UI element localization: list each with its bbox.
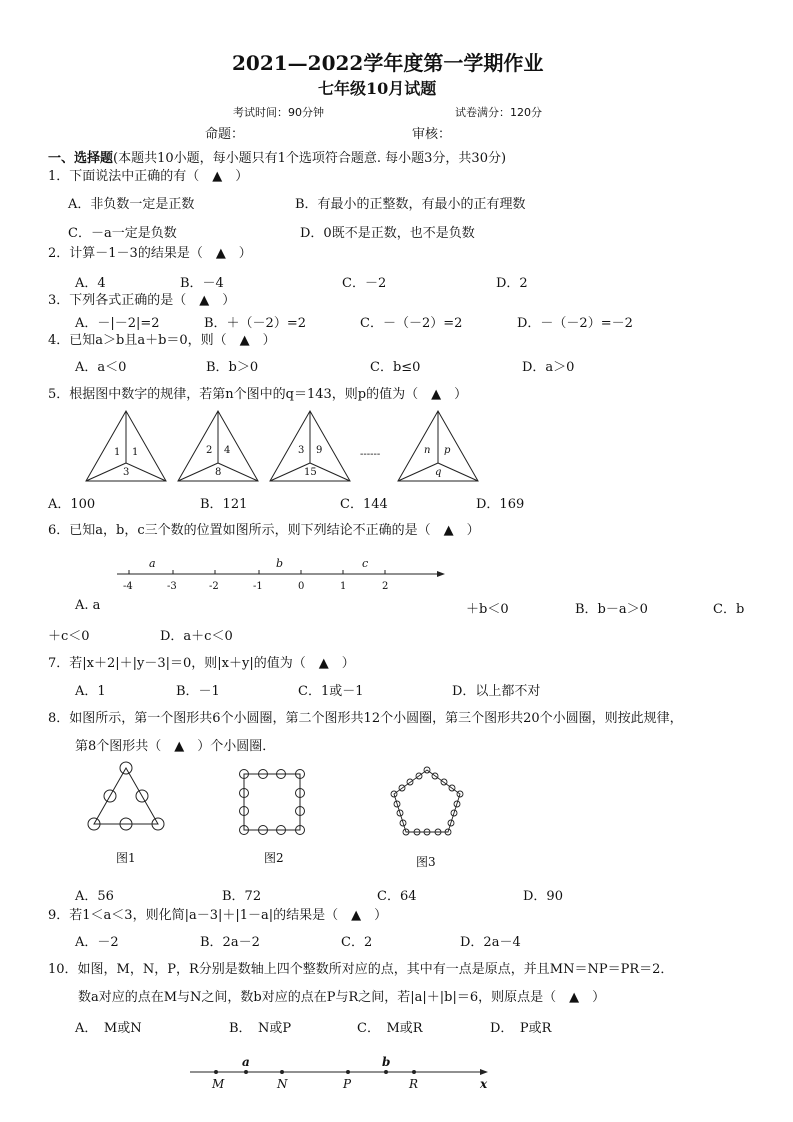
tick-label: -3 bbox=[167, 581, 177, 592]
triangle-3-right: 9 bbox=[316, 445, 323, 456]
question-4-option-d[interactable]: D．a＞0 bbox=[522, 360, 575, 375]
question-4-option-c[interactable]: C．b≤0 bbox=[370, 360, 421, 375]
triangle-pattern-figure bbox=[80, 405, 480, 487]
question-1-option-d[interactable]: D．0既不是正数，也不是负数 bbox=[300, 226, 475, 241]
question-1-stem: 1．下面说法中正确的有（ ▲ ） bbox=[48, 169, 249, 184]
question-9-option-c[interactable]: C．2 bbox=[341, 935, 373, 950]
triangle-2-right: 4 bbox=[224, 445, 231, 456]
section-desc: (本题共10小题，每小题只有1个选项符合题意. 每小题3分，共30分) bbox=[113, 151, 507, 166]
question-3-option-c[interactable]: C．－（－2）=2 bbox=[360, 316, 463, 331]
mark-a-label: a bbox=[242, 1055, 250, 1069]
question-8-option-c[interactable]: C．64 bbox=[377, 889, 417, 904]
page-subtitle: 七年级10月试题 bbox=[318, 79, 437, 98]
triangle-3 bbox=[270, 411, 350, 481]
figure-1-triangle bbox=[88, 762, 164, 830]
question-10-stem: 10．如图，M，N，P，R分别是数轴上四个整数所对应的点，其中有一点是原点，并且MN＝NP＝PR＝2． bbox=[48, 962, 674, 977]
question-9-option-d[interactable]: D．2a－4 bbox=[460, 935, 521, 950]
question-8-option-d[interactable]: D．90 bbox=[523, 889, 563, 904]
number-line-figure-q10 bbox=[186, 1052, 496, 1092]
question-1-option-b[interactable]: B．有最小的正整数，有最小的正有理数 bbox=[295, 197, 526, 212]
triangle-1-bottom: 3 bbox=[123, 467, 130, 478]
triangle-3-left: 3 bbox=[298, 445, 305, 456]
question-4-option-b[interactable]: B．b＞0 bbox=[206, 360, 259, 375]
mark-b-label: b bbox=[382, 1055, 391, 1069]
question-6-option-a-tail: ＋b＜0 bbox=[466, 602, 509, 617]
point-a-label: a bbox=[149, 557, 156, 570]
number-line-figure-q6 bbox=[115, 556, 450, 594]
question-6-stem: 6．已知a，b，c三个数的位置如图所示，则下列结论不正确的是（ ▲ ） bbox=[48, 523, 480, 538]
question-2-option-b[interactable]: B．－4 bbox=[180, 276, 224, 291]
question-10-option-b[interactable]: B． N或P bbox=[229, 1021, 292, 1036]
question-10-option-a[interactable]: A． M或N bbox=[75, 1021, 142, 1036]
circles-pattern-figure bbox=[80, 760, 480, 870]
question-3-option-a[interactable]: A．－|－2|=2 bbox=[75, 316, 160, 331]
point-c-label: c bbox=[362, 557, 369, 570]
question-5-option-c[interactable]: C．144 bbox=[340, 497, 388, 512]
tick-label: 2 bbox=[382, 581, 389, 592]
question-8-option-a[interactable]: A．56 bbox=[75, 889, 114, 904]
question-9-option-b[interactable]: B．2a－2 bbox=[200, 935, 260, 950]
author-label: 命题： bbox=[205, 127, 245, 142]
question-7-option-d[interactable]: D．以上都不对 bbox=[452, 684, 541, 699]
tick-label: 1 bbox=[340, 581, 347, 592]
question-1-option-a[interactable]: A．非负数一定是正数 bbox=[68, 197, 195, 212]
question-7-option-c[interactable]: C．1或－1 bbox=[298, 684, 364, 699]
triangle-1-right: 1 bbox=[132, 447, 139, 458]
triangle-1-left: 1 bbox=[114, 447, 121, 458]
figure-1-caption: 图1 bbox=[116, 851, 136, 865]
figure-3-caption: 图3 bbox=[416, 855, 436, 869]
point-n-label: N bbox=[277, 1077, 288, 1091]
triangle-3-bottom: 15 bbox=[304, 467, 317, 478]
triangle-2-left: 2 bbox=[206, 445, 213, 456]
question-7-option-b[interactable]: B．－1 bbox=[176, 684, 220, 699]
ellipsis-dashes: ------ bbox=[360, 449, 381, 460]
figure-3-pentagon bbox=[391, 767, 463, 835]
triangle-n bbox=[398, 411, 478, 481]
triangle-n-left: n bbox=[424, 445, 431, 456]
triangle-2-bottom: 8 bbox=[215, 467, 222, 478]
triangle-1 bbox=[86, 411, 166, 481]
question-8-stem: 8．如图所示，第一个图形共6个小圆圈，第二个图形共12个小圆圈，第三个图形共20个小圆圈，则按此规律， bbox=[48, 711, 683, 726]
question-6-option-a[interactable]: A. a bbox=[75, 598, 101, 613]
point-b-label: b bbox=[276, 557, 284, 570]
triangle-n-bottom: q bbox=[435, 467, 442, 478]
question-10-stem-cont: 数a对应的点在M与N之间，数b对应的点在P与R之间，若|a|＋|b|＝6，则原点是（ ▲ ） bbox=[78, 990, 606, 1005]
exam-time: 考试时间：90分钟 bbox=[233, 106, 324, 119]
tick-label: -1 bbox=[253, 581, 263, 592]
point-r-label: R bbox=[409, 1077, 419, 1091]
question-2-option-c[interactable]: C．－2 bbox=[342, 276, 387, 291]
question-8-stem-cont: 第8个图形共（ ▲ ）个小圆圈． bbox=[75, 739, 276, 754]
question-6-option-c[interactable]: C．b bbox=[713, 602, 745, 617]
figure-2-caption: 图2 bbox=[264, 851, 284, 865]
triangle-2 bbox=[178, 411, 258, 481]
question-6-option-c-tail: ＋c＜0 bbox=[48, 629, 90, 644]
section-heading bbox=[48, 147, 506, 166]
question-1-option-c[interactable]: C．－a一定是负数 bbox=[68, 226, 177, 241]
question-5-option-b[interactable]: B．121 bbox=[200, 497, 248, 512]
question-5-option-d[interactable]: D．169 bbox=[476, 497, 525, 512]
question-8-option-b[interactable]: B．72 bbox=[222, 889, 262, 904]
question-5-stem: 5．根据图中数字的规律，若第n个图中的q＝143，则p的值为（ ▲ ） bbox=[48, 387, 468, 402]
reviewer-label: 审核： bbox=[412, 127, 452, 142]
page-title: 2021—2022学年度第一学期作业 bbox=[232, 51, 544, 75]
question-6-option-b[interactable]: B．b－a＞0 bbox=[575, 602, 648, 617]
tick-label: -4 bbox=[123, 581, 133, 592]
question-9-stem: 9．若1＜a＜3，则化简|a－3|＋|1－a|的结果是（ ▲ ） bbox=[48, 908, 388, 923]
question-2-option-d[interactable]: D．2 bbox=[496, 276, 528, 291]
question-3-stem: 3．下列各式正确的是（ ▲ ） bbox=[48, 293, 236, 308]
question-3-option-b[interactable]: B．＋（－2）=2 bbox=[204, 316, 306, 331]
question-7-stem: 7．若|x＋2|＋|y－3|＝0，则|x＋y|的值为（ ▲ ） bbox=[48, 656, 355, 671]
question-2-option-a[interactable]: A．4 bbox=[75, 276, 106, 291]
tick-label: -2 bbox=[209, 581, 219, 592]
figure-2-square bbox=[240, 770, 305, 835]
question-3-option-d[interactable]: D．－（－2）=－2 bbox=[517, 316, 633, 331]
point-p-label: P bbox=[343, 1077, 352, 1091]
question-4-stem: 4．已知a＞b且a＋b＝0，则（ ▲ ） bbox=[48, 333, 276, 348]
point-m-label: M bbox=[212, 1077, 225, 1091]
question-10-option-d[interactable]: D． P或R bbox=[490, 1021, 552, 1036]
question-7-option-a[interactable]: A．1 bbox=[75, 684, 106, 699]
triangle-n-right: p bbox=[444, 445, 451, 456]
axis-x-label: x bbox=[480, 1077, 488, 1091]
question-9-option-a[interactable]: A．－2 bbox=[75, 935, 119, 950]
tick-label: 0 bbox=[298, 581, 305, 592]
question-6-option-d[interactable]: D．a＋c＜0 bbox=[160, 629, 233, 644]
question-2-stem: 2．计算－1－3的结果是（ ▲ ） bbox=[48, 246, 252, 261]
question-4-option-a[interactable]: A．a＜0 bbox=[75, 360, 127, 375]
question-10-option-c[interactable]: C． M或R bbox=[357, 1021, 423, 1036]
section-title: 一、选择题 bbox=[48, 151, 114, 166]
full-score: 试卷满分：120分 bbox=[455, 106, 542, 119]
question-5-option-a[interactable]: A．100 bbox=[48, 497, 96, 512]
